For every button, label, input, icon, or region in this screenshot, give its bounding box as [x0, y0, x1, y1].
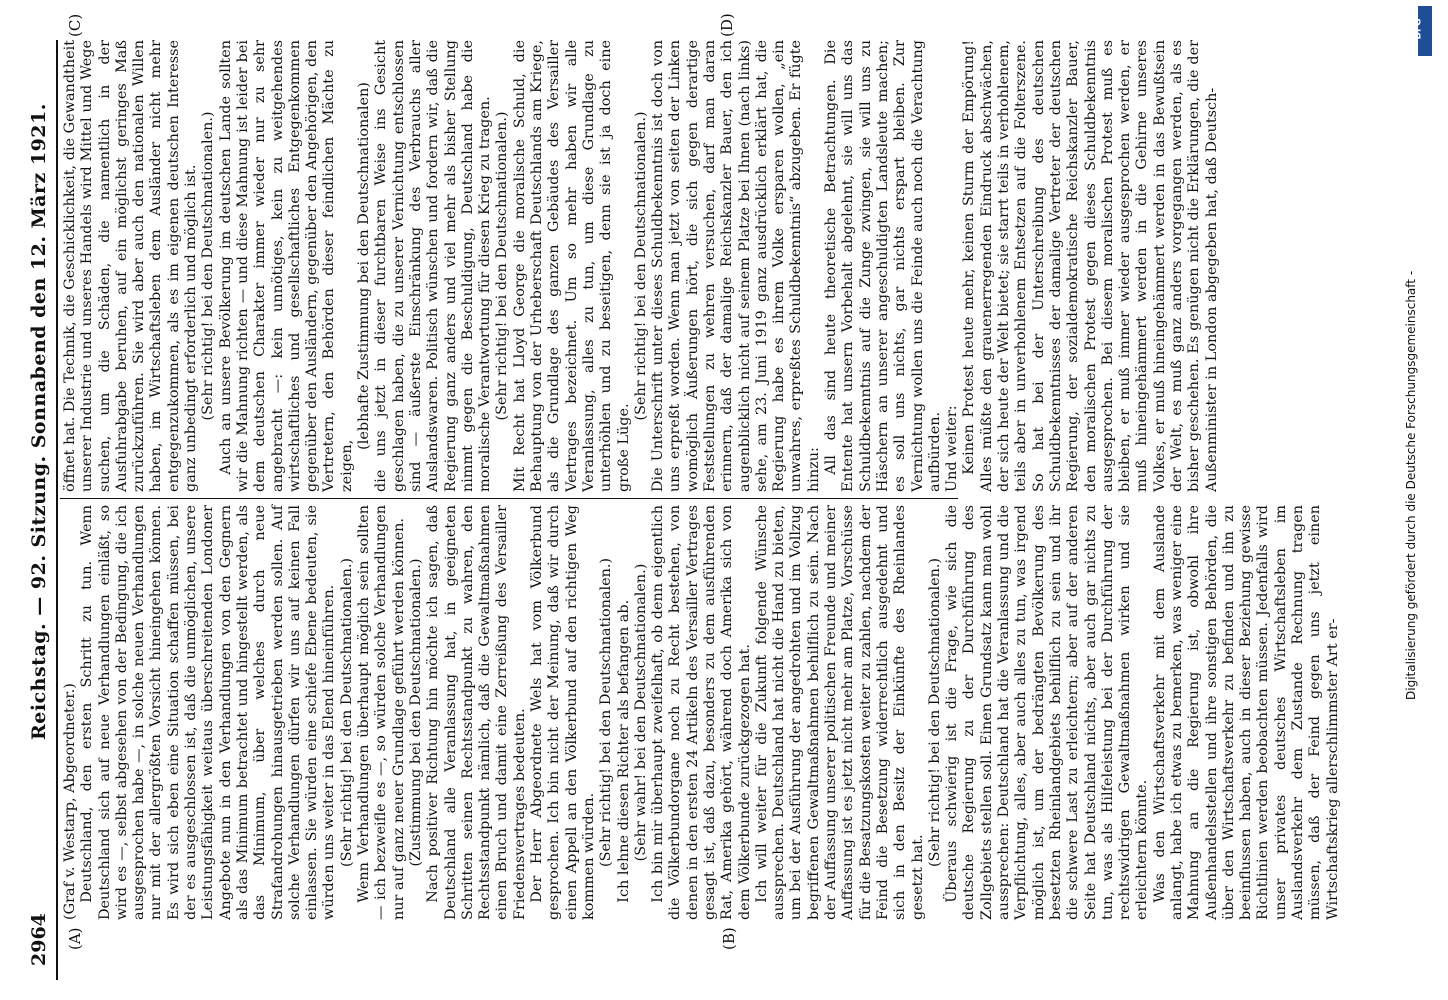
paragraph: Der Herr Abgeordnete Wels hat vom Völkerbund gesprochen. Ich bin nicht der Meinung, daß wir durch einen Appell an den Völkerbund auf den richtigen Weg kommen würden.: [529, 505, 597, 920]
paragraph: öffnet hat. Die Technik, die Geschicklichkeit, die Gewandtheit unserer Industrie und unseres Handels wird Mittel und Wege suchen, um die Schäden, die namentlich in der Ausfuhrabgabe beruhen, auf ein möglichst geringes Maß zurückzuführen. Sie wird aber auch den nationalen Willen haben, im Wirtschaftsleben dem Ausländer nicht mehr entgegenzukommen, als es im eigenen deutschen Interesse ganz unbedingt erforderlich und möglich ist.: [62, 40, 200, 492]
right-column: [62, 40, 1220, 492]
paragraph: Ich bin mir überhaupt zweifelhaft, ob denn eigentlich die Völkerbundorgane noch zu Recht bestehen, von denen in den ersten 24 Artikeln des Versailler Vertrages gesagt ist, daß dazu, besonders zu dem ausführenden Rat, Amerika gehört, während doch Amerika sich von dem Völkerbunde zurückgezogen hat.: [650, 505, 753, 920]
margin-marker-a: (A): [66, 927, 84, 950]
paragraph: Und weiter:: [944, 405, 961, 492]
credit-text: Digitalisierung gefördert durch die Deutsche Forschungsgemeinschaft -: [1404, 270, 1418, 700]
paragraph: die uns jetzt in dieser furchtbaren Weise ins Gesicht geschlagen haben, die zu unserer Vernichtung entschlossen sind — äußerste Einschränkung des Verbrauchs aller Auslandswaren. Politisch wünschen und fordern wir, daß die Regierung ganz anders und viel mehr als bisher Stellung nimmt gegen die Beschuldigung, Deutschland habe die moralische Verantwortung für diesen Krieg zu tragen.: [373, 40, 494, 492]
paragraph: Wenn Verhandlungen überhaupt möglich sein sollten — ich bezweifle es —, so würden solche Verhandlungen nur auf ganz neuer Grundlage geführt werden können.: [356, 505, 407, 920]
margin-marker-c: (C): [66, 13, 84, 37]
margin-marker-b: (B): [720, 927, 738, 950]
interjection: (Sehr richtig! bei den Deutschnationalen.): [200, 111, 217, 421]
interjection: (Sehr richtig! bei den Deutschnationalen.): [494, 111, 511, 421]
paragraph: Mit Recht hat Lloyd George die moralische Schuld, die Behauptung von der Urheberschaft Deutschlands am Kriege, als die Grundlage des ganzen Gebäudes des Versailler Vertrages bezeichnet. Um so mehr haben wir alle Veranlassung, alles zu tun, um diese Grundlage zu unterhöhlen und zu beseitigen, denn sie ist ja doch eine große Lüge.: [511, 40, 632, 492]
dfg-logo-text: DFG: [1413, 18, 1424, 40]
left-column: [62, 505, 1341, 920]
paragraph: Ich lehne diesen Richter als befangen ab.: [615, 599, 632, 903]
interjection: (Sehr richtig! bei den Deutschnationalen.): [598, 557, 615, 868]
interjection: (Sehr wahr! bei den Deutschnationalen.): [632, 563, 649, 862]
rotated-page: [0, 13, 1395, 980]
interjection: (Sehr richtig! bei den Deutschnationalen.): [926, 557, 943, 868]
digitization-credit: [1390, 0, 1434, 1000]
paragraph: Nach positiver Richtung hin möchte ich sagen, daß Deutschland alle Veranlassung hat, in geeigneten Schritten seinen Rechtsstandpunkt zu wahren, den Rechtsstandpunkt nämlich, daß die Gewaltmaßnahmen einen Bruch und damit eine Zerreißung des Versailler Friedensvertrages bedeuten.: [425, 505, 528, 920]
paragraph: Deutschland, den ersten Schritt zu tun. Wenn Deutschland sich auf neue Verhandlungen einläßt, so wird es —, selbst abgesehen von der Bedingung, die ich ausgesprochen habe —, in solche neuen Verhandlungen nur mit der allergrößten Vorsicht hineingehen können. Es wird sich eben eine Situation schaffen müssen, bei der es ausgeschlossen ist, daß die unmöglichen, unsere Leistungsfähigkeit weitaus überschreitenden Londoner Angebote nun in den Verhandlungen von den Gegnern als das Minimum betrachtet und hingestellt werden, als das Minimum, über welches durch neue Strafandrohungen hinausgetrieben werden sollen. Auf solche Verhandlungen dürfen wir uns auf keinen Fall einlassen. Sie würden eine schiefe Ebene bedeuten, sie würden uns weiter in das Elend hineinführen.: [79, 505, 338, 920]
speaker-line: (Graf v. Westarp, Abgeordneter.): [62, 683, 78, 920]
paragraph: Was den Wirtschaftsverkehr mit dem Auslande anlangt, habe ich etwas zu bemerken, was weniger eine Mahnung an die Regierung ist, obwohl ihre Außenhandelsstellen und ihre sonstigen Behörden, die über den Wirtschaftsverkehr zu befinden und ihn zu beeinflussen haben, auch in dieser Beziehung gewisse Richtlinien werden beobachten müssen. Jedenfalls wird unser privates deutsches Wirtschaftsleben im Auslandsverkehr dem Zustande Rechnung tragen müssen, daß der Feind gegen uns jetzt einen Wirtschaftskrieg allerschlimmster Art er-: [1151, 505, 1341, 920]
paragraph: Ich will weiter für die Zukunft folgende Wünsche aussprechen. Deutschland hat nicht die Hand zu bieten, um bei der Ausführung der angedrohten und im Vollzug begriffenen Gewaltmaßnahmen behilflich zu sein. Nach der Auffassung unserer politischen Freunde und meiner Auffassung ist es jetzt nicht mehr am Platze, Vorschüsse für die Besatzungskosten weiter zu zahlen, nachdem der Feind die Besetzung widerrechtlich ausgedehnt und sich in den Besitz der Einkünfte des Rheinlandes gesetzt hat.: [753, 505, 926, 920]
paragraph: Auch an unsere Bevölkerung im deutschen Lande sollten wir die Mahnung richten — und diese Mahnung ist leider bei dem deutschen Charakter immer wieder nur zu sehr angebracht —: kein unnötiges, kein zu weitgehendes wirtschaftliches und gesellschaftliches Entgegenkommen gegenüber den Ausländern, gegenüber den Angehörigen, den Vertretern, den Behörden dieser feindlichen Mächte zu zeigen,: [217, 40, 355, 492]
page-title: Reichstag. — 92. Sitzung. Sonnabend den 12. März 1921.: [28, 103, 50, 740]
paragraph: Überaus schwierig ist die Frage, wie sich die deutsche Regierung zu der Durchführung des Zollgebiets stellen soll. Einen Grundsatz kann man wohl aussprechen: Deutschland hat die Veranlassung und die Verpflichtung, alles, aber auch alles zu tun, was irgend möglich ist, um der bedrängten Bevölkerung des besetzten Rheinlandgebiets behilflich zu sein und ihr die schwere Last zu erleichtern; aber auf der anderen Seite hat Deutschland nichts, aber auch gar nichts zu tun, was als Hilfeleistung bei der Durchführung der rechtswidrigen Gewaltmaßnahmen wirken und sie erleichtern könnte.: [944, 505, 1151, 920]
paragraph: Die Unterschrift unter dieses Schuldbekenntnis ist doch von uns erpreßt worden. Wenn man jetzt von seiten der Linken womöglich Äußerungen hört, die sich gegen derartige Feststellungen zu wehren versuchen, darf man daran erinnern, daß der damalige Reichskanzler Bauer, den ich augenblicklich nicht auf seinem Platze bei Ihnen (nach links) sehe, am 23. Juni 1919 ganz ausdrücklich erklärt hat, die Regierung habe es ihrem Volke ersparen wollen, „ein unwahres, erpreßtes Schuldbekenntnis“ abzugeben. Er fügte hinzu:: [650, 40, 822, 492]
margin-marker-d: (D): [718, 13, 736, 37]
quotation: All das sind heute theoretische Betrachtungen. Die Entente hat unsern Vorbehalt abgelehnt, sie will uns das Schuldbekenntnis auf die Zunge zwingen, sie will uns zu Häschern an unserer angeschuldigten Landsleute machen; es soll uns nichts, gar nichts erspart bleiben. Zur Vernichtung wollen uns die Feinde auch noch die Verachtung aufbürden.: [823, 40, 943, 492]
page-number: 2964: [28, 913, 50, 966]
quotation: Keinen Protest heute mehr, keinen Sturm der Empörung! Alles müßte den grauenerregenden Eindruck abschwächen, der sich heute der Welt bietet; sie starrt teils in verhohlenem, teils aber in unverhohlenem Entsetzen auf die Folterszene. So hat bei der Unterschreibung des deutschen Schuldbekenntnisses der damalige Vertreter der deutschen Regierung, der sozialdemokratische Reichskanzler Bauer, den moralischen Protest gegen dieses Schuldbekenntnis ausgesprochen. Bei diesem moralischen Protest muß es bleiben, er muß immer wieder ausgesprochen werden, er muß hineingehämmert werden in die Gehirne unseres Volkes, er muß hineingehämmert werden in das Bewußtsein der Welt, es muß ganz anders vorgegangen werden, als es bisher geschehen. Es genügen nicht die Erklärungen, die der Außenminister in London abgegeben hat, daß Deutsch-: [961, 40, 1220, 492]
page-header: [22, 40, 58, 980]
interjection: (Zustimmung bei den Deutschnationalen.): [407, 558, 424, 867]
interjection: (lebhafte Zustimmung bei den Deutschnationalen): [356, 82, 373, 450]
column-divider: [60, 498, 958, 499]
dfg-logo: [1413, 6, 1432, 56]
interjection: (Sehr richtig! bei den Deutschnationalen.): [338, 557, 355, 868]
interjection: (Sehr richtig! bei den Deutschnationalen.): [632, 111, 649, 421]
